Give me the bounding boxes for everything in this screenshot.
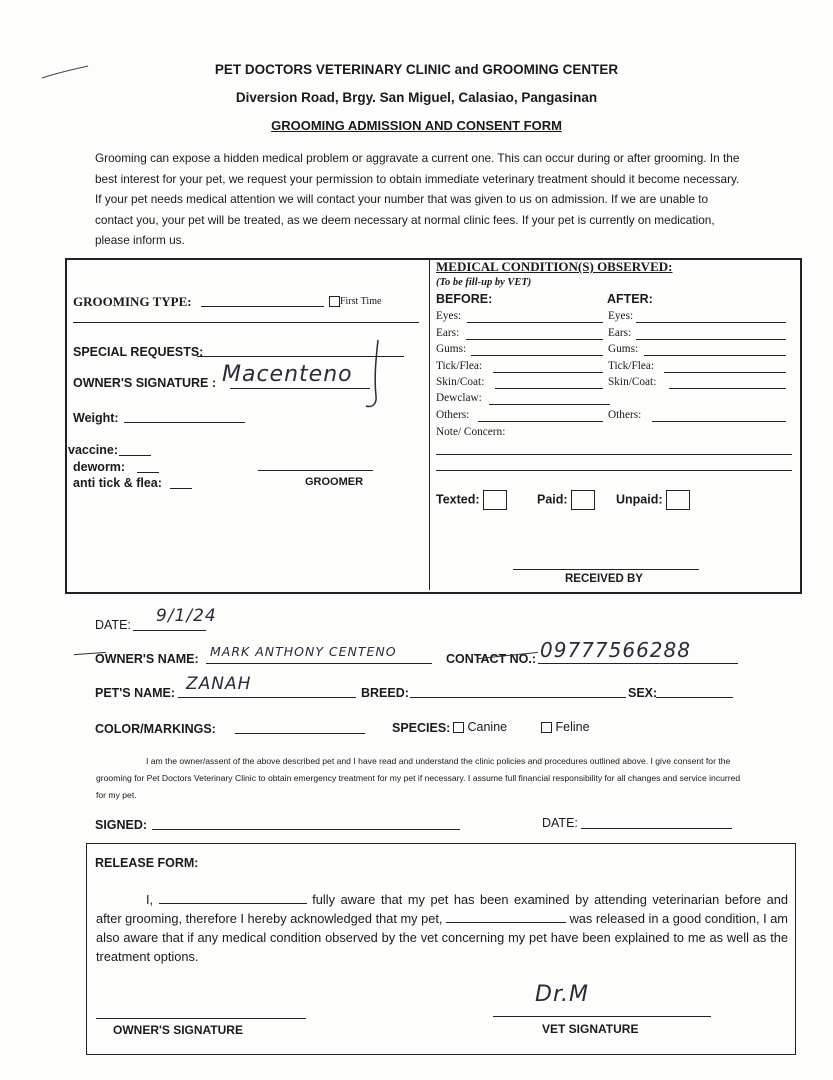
canine-option[interactable] bbox=[453, 720, 507, 734]
anti-tick-field[interactable] bbox=[170, 488, 192, 489]
medical-title: MEDICAL CONDITION(S) OBSERVED: bbox=[436, 259, 673, 274]
breed-field[interactable] bbox=[410, 697, 626, 698]
signed-label: SIGNED: bbox=[95, 818, 148, 832]
after-item-field[interactable] bbox=[644, 355, 786, 356]
contact-label: CONTACT NO.: bbox=[446, 652, 537, 666]
weight-label: Weight: bbox=[73, 411, 119, 425]
color-label: COLOR/MARKINGS: bbox=[95, 722, 216, 736]
unpaid-option[interactable] bbox=[616, 490, 690, 510]
release-text-part1: I, bbox=[146, 892, 154, 907]
paid-checkbox[interactable] bbox=[571, 490, 595, 510]
first-time-label: First Time bbox=[340, 296, 382, 307]
texted-checkbox[interactable] bbox=[483, 490, 507, 510]
before-item-label: Eyes: bbox=[436, 310, 462, 322]
intro-paragraph: Grooming can expose a hidden medical problem or aggravate a current one. This can occur during or after grooming. In the best interest for your pet, we request your permission to obtain immediate veterinary treatment should it become necessary. If your pet needs medical attention we will contact your number that was given to us on admission. If we are unable to contact you, your pet will be treated, as we deem necessary at normal clinic fees. If your pet is currently on medication, please inform us. bbox=[95, 151, 740, 247]
sex-label: SEX: bbox=[628, 686, 658, 700]
canine-label: Canine bbox=[467, 720, 508, 734]
clinic-address: Diversion Road, Brgy. San Miguel, Calasiao, Pangasinan bbox=[235, 90, 598, 105]
received-by-label: RECEIVED BY bbox=[565, 573, 643, 585]
pet-name-value: ZANAH bbox=[186, 674, 252, 694]
before-item-label: Tick/Flea: bbox=[436, 360, 483, 372]
release-text-part3: was released in a good condition, I am also aware that if any medical condition observed by the vet concerning my pet have been explained to me as well as the treatment options. bbox=[96, 911, 788, 964]
groomer-signature-line[interactable] bbox=[258, 470, 373, 471]
after-item-label: Ears: bbox=[608, 327, 632, 339]
contact-value: 09777566288 bbox=[540, 638, 691, 662]
vet-signature-line[interactable] bbox=[493, 1016, 711, 1017]
note-line-1[interactable] bbox=[436, 454, 792, 455]
feline-option[interactable] bbox=[541, 720, 590, 734]
special-requests-label: SPECIAL REQUESTS: bbox=[73, 345, 204, 359]
vet-signature-value: Dr.M bbox=[535, 982, 589, 1007]
before-item-label: Gums: bbox=[436, 343, 467, 355]
before-item-field[interactable] bbox=[471, 355, 603, 356]
color-field[interactable] bbox=[235, 733, 365, 734]
form-title: GROOMING ADMISSION AND CONSENT FORM bbox=[271, 118, 562, 133]
paid-option[interactable] bbox=[537, 490, 595, 510]
signed-date-field[interactable] bbox=[581, 828, 732, 829]
after-label: AFTER: bbox=[607, 292, 653, 306]
release-owner-signature-line[interactable] bbox=[96, 1018, 306, 1019]
owner-signature-value: Macenteno bbox=[222, 362, 353, 387]
before-item-label: Skin/Coat: bbox=[436, 376, 485, 388]
owner-name-value: MARK ANTHONY CENTENO bbox=[210, 644, 397, 659]
before-item-field[interactable] bbox=[478, 421, 603, 422]
anti-tick-label: anti tick & flea: bbox=[73, 476, 162, 490]
vaccine-field[interactable] bbox=[119, 455, 151, 456]
clinic-name: PET DOCTORS VETERINARY CLINIC and GROOMING CENTER bbox=[214, 62, 619, 77]
before-label: BEFORE: bbox=[436, 292, 493, 306]
after-item-label: Tick/Flea: bbox=[608, 360, 655, 372]
release-owner-signature-label: OWNER'S SIGNATURE bbox=[113, 1023, 243, 1037]
date-label: DATE: bbox=[95, 618, 131, 632]
unpaid-checkbox[interactable] bbox=[666, 490, 690, 510]
release-text bbox=[96, 890, 788, 966]
signed-date-label: DATE: bbox=[542, 816, 578, 830]
after-item-field[interactable] bbox=[636, 339, 786, 340]
release-text-part2: fully aware that my pet has been examined by attending veterinarian before and after grooming, therefore I hereby acknowledged that my pet, bbox=[96, 892, 788, 926]
after-item-field[interactable] bbox=[652, 421, 786, 422]
note-label: Note/ Concern: bbox=[436, 426, 506, 438]
paid-label: Paid: bbox=[537, 492, 568, 507]
before-item-label: Others: bbox=[436, 409, 470, 421]
before-item-field[interactable] bbox=[489, 404, 610, 405]
pet-name-blank[interactable] bbox=[446, 910, 566, 923]
after-item-label: Eyes: bbox=[608, 310, 634, 322]
after-item-field[interactable] bbox=[669, 388, 786, 389]
date-value: 9/1/24 bbox=[156, 606, 217, 626]
owner-name-label: OWNER'S NAME: bbox=[95, 652, 199, 666]
vaccine-label: vaccine: bbox=[68, 443, 119, 457]
signature-flourish bbox=[350, 338, 390, 410]
deworm-label: deworm: bbox=[73, 460, 126, 474]
species-label: SPECIES: bbox=[392, 721, 451, 735]
weight-field[interactable] bbox=[124, 422, 245, 423]
groomer-label: GROOMER bbox=[305, 476, 364, 488]
release-title: RELEASE FORM: bbox=[95, 856, 199, 870]
after-item-field[interactable] bbox=[664, 372, 786, 373]
before-item-field[interactable] bbox=[467, 322, 603, 323]
box-divider bbox=[429, 258, 430, 590]
owners-signature-label: OWNER'S SIGNATURE : bbox=[73, 376, 217, 390]
feline-label: Feline bbox=[555, 720, 590, 734]
after-item-label: Gums: bbox=[608, 343, 639, 355]
unpaid-label: Unpaid: bbox=[616, 492, 663, 507]
after-item-label: Skin/Coat: bbox=[608, 376, 657, 388]
first-time-checkbox[interactable] bbox=[329, 296, 340, 307]
deworm-field[interactable] bbox=[137, 472, 159, 473]
grooming-type-extra-line[interactable] bbox=[73, 322, 419, 323]
sex-field[interactable] bbox=[656, 697, 733, 698]
before-item-field[interactable] bbox=[466, 339, 603, 340]
note-line-2[interactable] bbox=[436, 470, 792, 471]
owner-name-field[interactable] bbox=[206, 663, 432, 664]
owner-signature-line[interactable] bbox=[230, 388, 370, 389]
date-field[interactable] bbox=[133, 630, 206, 631]
medical-subtitle: (To be fill-up by VET) bbox=[436, 277, 532, 288]
first-time-option[interactable] bbox=[329, 296, 381, 307]
pen-mark bbox=[40, 62, 90, 82]
consent-text: I am the owner/assent of the above described pet and I have read and understand the clinic policies and procedures outlined above. I give consent for the grooming for Pet Doctors Veterinary Clinic to obtain emergency treatment for my pet if necessary. I assume full financial responsibility for all changes and service incurred for my pet. bbox=[96, 756, 741, 800]
vet-signature-label: VET SIGNATURE bbox=[542, 1022, 639, 1036]
texted-label: Texted: bbox=[436, 492, 480, 507]
received-by-line[interactable] bbox=[513, 569, 699, 570]
owner-name-blank[interactable] bbox=[159, 891, 307, 904]
before-item-field[interactable] bbox=[493, 372, 603, 373]
canine-checkbox[interactable] bbox=[453, 722, 464, 733]
after-item-label: Others: bbox=[608, 409, 642, 421]
after-item-field[interactable] bbox=[636, 322, 786, 323]
signed-field[interactable] bbox=[152, 829, 460, 830]
before-item-label: Dewclaw: bbox=[436, 392, 482, 404]
contact-field[interactable] bbox=[538, 663, 738, 664]
breed-label: BREED: bbox=[361, 686, 409, 700]
pet-name-label: PET'S NAME: bbox=[95, 686, 176, 700]
grooming-type-label: GROOMING TYPE: bbox=[73, 294, 192, 309]
pet-name-field[interactable] bbox=[178, 697, 356, 698]
before-item-field[interactable] bbox=[495, 388, 603, 389]
before-item-label: Ears: bbox=[436, 327, 460, 339]
feline-checkbox[interactable] bbox=[541, 722, 552, 733]
grooming-type-field[interactable] bbox=[201, 306, 324, 307]
texted-option[interactable] bbox=[436, 490, 507, 510]
